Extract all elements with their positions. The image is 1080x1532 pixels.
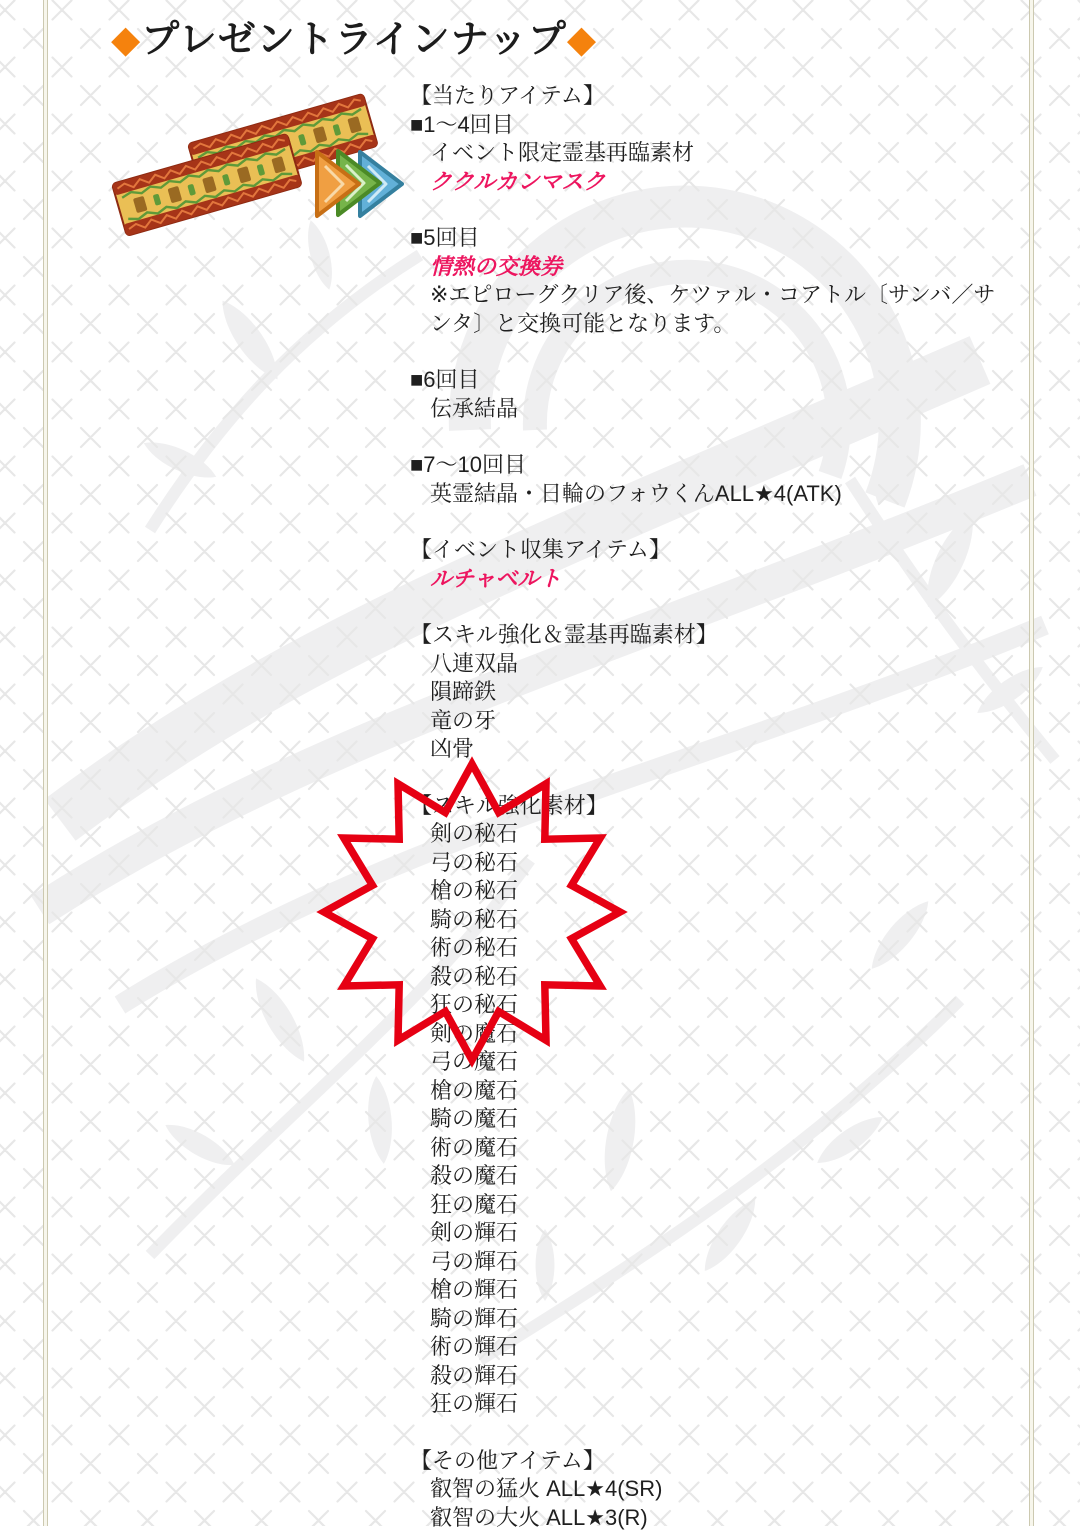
item-name: イベント限定霊基再臨素材 bbox=[410, 139, 1006, 168]
item-name: 殺の輝石 bbox=[410, 1362, 1006, 1391]
item-name-highlight: ククルカンマスク bbox=[410, 168, 1006, 197]
item-name: 騎の魔石 bbox=[410, 1105, 1006, 1134]
item-name: 槍の秘石 bbox=[410, 877, 1006, 906]
item-name: 騎の秘石 bbox=[410, 906, 1006, 935]
item-name: 弓の秘石 bbox=[410, 849, 1006, 878]
section-header: 【イベント収集アイテム】 bbox=[410, 536, 1006, 565]
item-name: 殺の魔石 bbox=[410, 1162, 1006, 1191]
note-text: ※エピローグクリア後、ケツァル・コアトル〔サンバ／サンタ〕と交換可能となります。 bbox=[410, 281, 1006, 338]
item-name: 術の魔石 bbox=[410, 1134, 1006, 1163]
item-name: 竜の牙 bbox=[410, 707, 1006, 736]
section-header: 【当たりアイテム】 bbox=[410, 82, 1006, 111]
diamond-icon: ◆ bbox=[111, 19, 141, 61]
item-name: 八連双晶 bbox=[410, 650, 1006, 679]
item-name: 凶骨 bbox=[410, 735, 1006, 764]
content-border-right bbox=[1029, 0, 1034, 1526]
item-name-highlight: ルチャベルト bbox=[410, 565, 1006, 594]
item-name: 剣の魔石 bbox=[410, 1020, 1006, 1049]
item-name: 術の秘石 bbox=[410, 934, 1006, 963]
page-title-text: プレゼントラインナップ bbox=[141, 19, 567, 61]
item-name: 殺の秘石 bbox=[410, 963, 1006, 992]
item-name: 騎の輝石 bbox=[410, 1305, 1006, 1334]
item-name: 英霊結晶・日輪のフォウくんALL★4(ATK) bbox=[410, 480, 1006, 509]
item-name: 槍の魔石 bbox=[410, 1077, 1006, 1106]
item-name: 槍の輝石 bbox=[410, 1276, 1006, 1305]
item-name: 剣の輝石 bbox=[410, 1219, 1006, 1248]
section-header: 【スキル強化＆霊基再臨素材】 bbox=[410, 621, 1006, 650]
item-name: 剣の秘石 bbox=[410, 820, 1006, 849]
round-label: ■1〜4回目 bbox=[410, 111, 1006, 140]
item-name: 叡智の大火 ALL★3(R) bbox=[410, 1504, 1006, 1532]
item-name: 術の輝石 bbox=[410, 1333, 1006, 1362]
item-name: 叡智の猛火 ALL★4(SR) bbox=[410, 1475, 1006, 1504]
page-title bbox=[111, 8, 597, 63]
triple-arrow-icon bbox=[313, 146, 405, 227]
section-header: 【その他アイテム】 bbox=[410, 1447, 1006, 1476]
item-name: 伝承結晶 bbox=[410, 395, 1006, 424]
round-label: ■5回目 bbox=[410, 224, 1006, 253]
item-name: 隕蹄鉄 bbox=[410, 678, 1006, 707]
round-label: ■7〜10回目 bbox=[410, 451, 1006, 480]
round-label: ■6回目 bbox=[410, 366, 1006, 395]
item-name: 狂の輝石 bbox=[410, 1390, 1006, 1419]
item-name: 狂の秘石 bbox=[410, 991, 1006, 1020]
item-name: 弓の輝石 bbox=[410, 1248, 1006, 1277]
item-name: 弓の魔石 bbox=[410, 1048, 1006, 1077]
diamond-icon: ◆ bbox=[567, 19, 597, 61]
highlight-starburst-icon bbox=[312, 752, 632, 1072]
content-border-left bbox=[43, 0, 48, 1526]
item-name: 狂の魔石 bbox=[410, 1191, 1006, 1220]
item-name-highlight: 情熱の交換券 bbox=[410, 253, 1006, 282]
section-header: 【スキル強化素材】 bbox=[410, 792, 1006, 821]
